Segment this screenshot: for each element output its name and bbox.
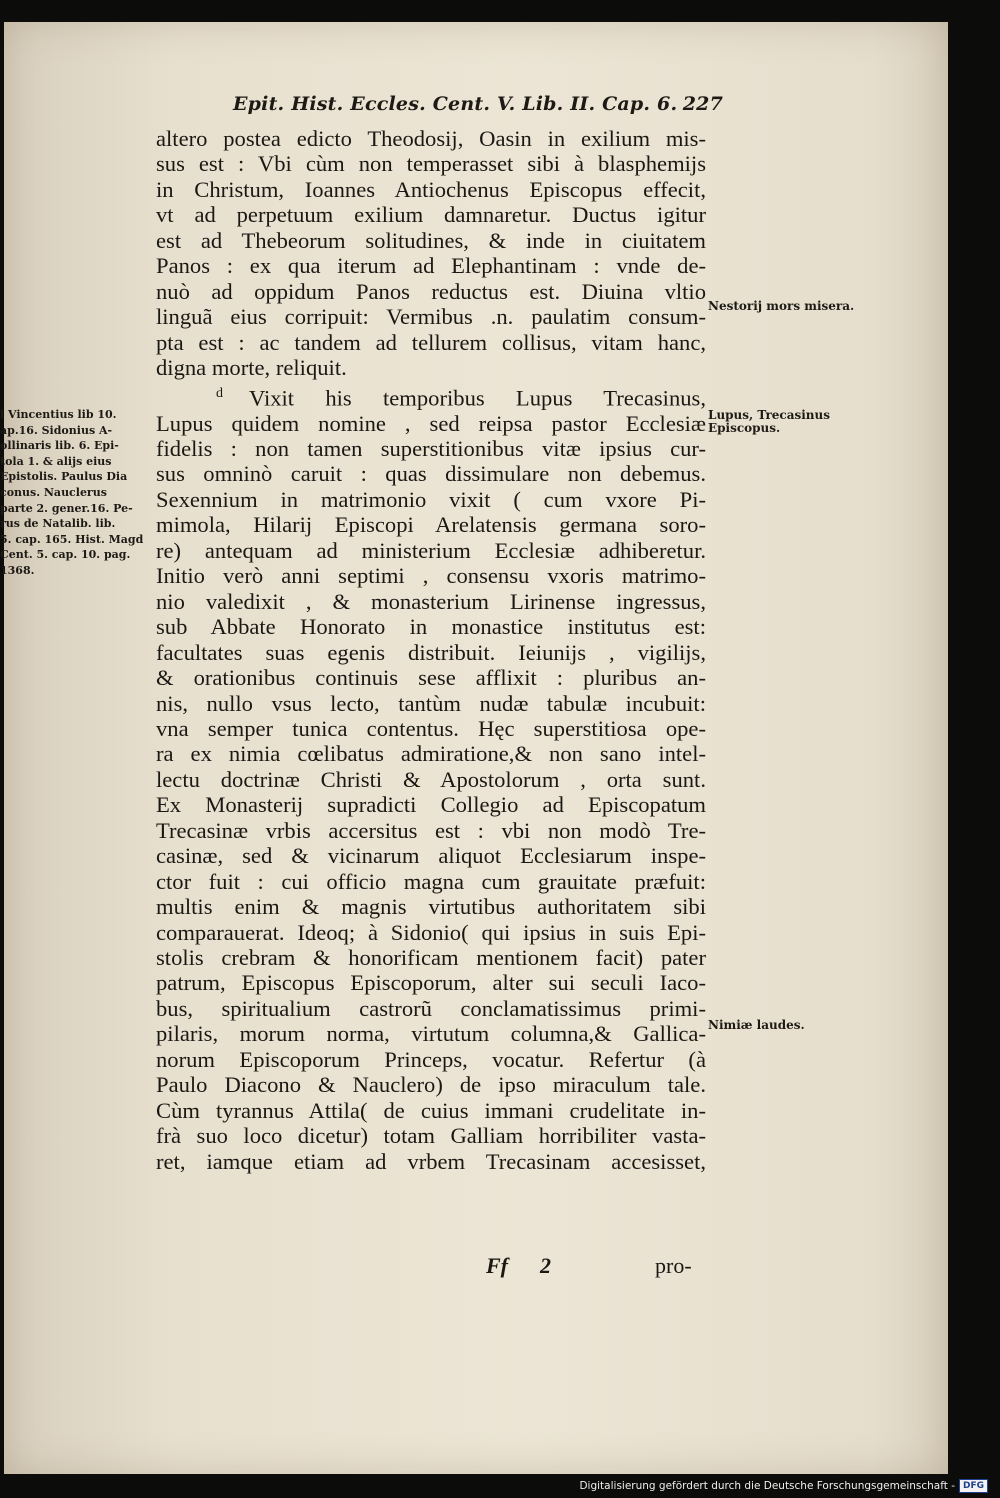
citation-line: parte 2. gener.16. Pe- <box>0 501 133 515</box>
text-line: Cùm tyrannus Attila( de cuius immani crudelitate in- <box>156 1097 706 1123</box>
text-line: mimola, Hilarij Episcopi Arelatensis germana soro- <box>156 512 706 538</box>
text-line: altero postea edicto Theodosij, Oasin in exilium mis- <box>156 126 706 151</box>
text-line: Sexennium in matrimonio vixit ( cum vxore Pi- <box>156 486 706 512</box>
text-line: pilaris, morum norma, virtutum columna,& Gallica- <box>156 1021 706 1047</box>
citation-line: rus de Natalib. lib. <box>0 517 116 531</box>
text-line: norum Episcoporum Princeps, vocatur. Refertur (à <box>156 1046 706 1072</box>
citation-line: Epistolis. Paulus Dia <box>0 470 128 484</box>
text-line: Ex Monasterij supradicti Collegio ad Episcopatum <box>156 792 706 818</box>
text-line: in Christum, Ioannes Antiochenus Episcopus effecit, <box>156 176 706 202</box>
text-line: nuò ad oppidum Panos reductus est. Diuina vltio <box>156 278 706 304</box>
text-line: Trecasinæ vrbis accersitus est : vbi non modò Tre- <box>156 817 706 843</box>
text-line: digna morte, reliquit. <box>156 355 347 381</box>
marginal-note-lupus: Lupus, Trecasinus Episcopus. <box>708 408 831 435</box>
text-line: sub Abbate Honorato in monastice institutus est: <box>156 614 706 640</box>
text-line: Initio verò anni septimi , consensu vxoris matrimo- <box>156 563 706 589</box>
text-line: lectu doctrinæ Christi & Apostolorum , orta sunt. <box>156 766 706 792</box>
citation-line: ap.16. Sidonius A- <box>0 423 113 437</box>
citation-line: ollinaris lib. 6. Epi- <box>0 439 119 453</box>
page-number: 227 <box>682 93 723 115</box>
citation-line: conus. Nauclerus <box>0 485 107 499</box>
text-line: bus, spiritualium castrorũ conclamatissimus primi- <box>156 995 706 1021</box>
signature-mark: Ff <box>486 1253 508 1278</box>
credit-text: Digitalisierung gefördert durch die Deutsche Forschungsgemeinschaft - <box>579 1480 955 1492</box>
text-line: pta est : ac tandem ad tellurem collisus, vitam hanc, <box>156 329 706 355</box>
body-text <box>156 126 706 1174</box>
running-title: Epit. Hist. Eccles. Cent. V. Lib. II. Cap. 6. <box>233 93 678 115</box>
text-line: nio valedixit , & monasterium Lirinense ingressus, <box>156 588 706 614</box>
paragraph-mark: d <box>216 385 223 401</box>
text-line: Panos : ex qua iterum ad Elephantinam : vnde de- <box>156 253 706 279</box>
text-line-fragment: Vixit his temporibus Lupus Trecasinus, <box>249 385 706 411</box>
text-line: sus est : Vbi cùm non temperasset sibi à blasphemijs <box>156 151 706 177</box>
digitization-credit <box>579 1479 988 1493</box>
catchword: pro- <box>655 1253 692 1278</box>
text-line: ret, iamque etiam ad vrbem Trecasinam accesisset, <box>156 1148 706 1174</box>
text-line: Lupus quidem nomine , sed reipsa pastor Ecclesiæ <box>156 410 706 436</box>
text-line: vna semper tunica contentus. Hęc superstitiosa ope- <box>156 715 706 741</box>
text-line: fidelis : non tamen superstitionibus vitæ ipsius cur- <box>156 435 706 461</box>
dfg-logo-icon[interactable]: DFG <box>959 1479 988 1493</box>
text-line: facultates suas egenis distribuit. Ieiunijs , vigilijs, <box>156 639 706 665</box>
citation-line: tola 1. & alijs eius <box>0 454 112 468</box>
text-line: sus omninò caruit : quas dissimulare non debemus. <box>156 461 706 487</box>
paragraph-start-line <box>156 381 706 411</box>
text-line: ctor fuit : cui officio magna cum grauitate præfuit: <box>156 868 706 894</box>
marginal-note-nestorius: Nestorij mors misera. <box>708 299 855 313</box>
citation-line: 1368. <box>0 563 35 577</box>
citation-line: l Vincentius lib 10. <box>0 408 117 421</box>
running-head <box>233 93 723 115</box>
text-line: comparauerat. Ideoq; à Sidonio( qui ipsius in suis Epi- <box>156 919 706 945</box>
text-line: ra ex nimia cœlibatus admiratione,& non sano intel- <box>156 741 706 767</box>
text-line: linguã eius corripuit: Vermibus .n. paulatim consum- <box>156 304 706 330</box>
text-line: est ad Thebeorum solitudines, & inde in ciuitatem <box>156 227 706 253</box>
text-line: re) antequam ad ministerium Ecclesiæ adhiberetur. <box>156 537 706 563</box>
marginal-citations <box>0 407 152 579</box>
signature-number: 2 <box>540 1253 551 1278</box>
text-line: Paulo Diacono & Nauclero) de ipso miraculum tale. <box>156 1072 706 1098</box>
text-line: multis enim & magnis virtutibus authoritatem sibi <box>156 894 706 920</box>
citation-line: 5. cap. 165. Hist. Magd <box>0 532 144 546</box>
text-line: & orationibus continuis sese afflixit : pluribus an- <box>156 665 706 691</box>
text-line: stolis crebram & honorificam mentionem facit) pater <box>156 945 706 971</box>
text-line: vt ad perpetuum exilium damnaretur. Ductus igitur <box>156 202 706 228</box>
marginal-note-laudes: Nimiæ laudes. <box>708 1018 805 1032</box>
text-line: casinæ, sed & vicinarum aliquot Ecclesiarum inspe- <box>156 843 706 869</box>
text-line: frà suo loco dicetur) totam Galliam horribiliter vasta- <box>156 1123 706 1149</box>
citation-line: Cent. 5. cap. 10. pag. <box>0 548 131 562</box>
text-line: patrum, Episcopus Episcoporum, alter sui seculi Iaco- <box>156 970 706 996</box>
text-line: nis, nullo vsus lecto, tantùm nudæ tabulæ incubuit: <box>156 690 706 716</box>
